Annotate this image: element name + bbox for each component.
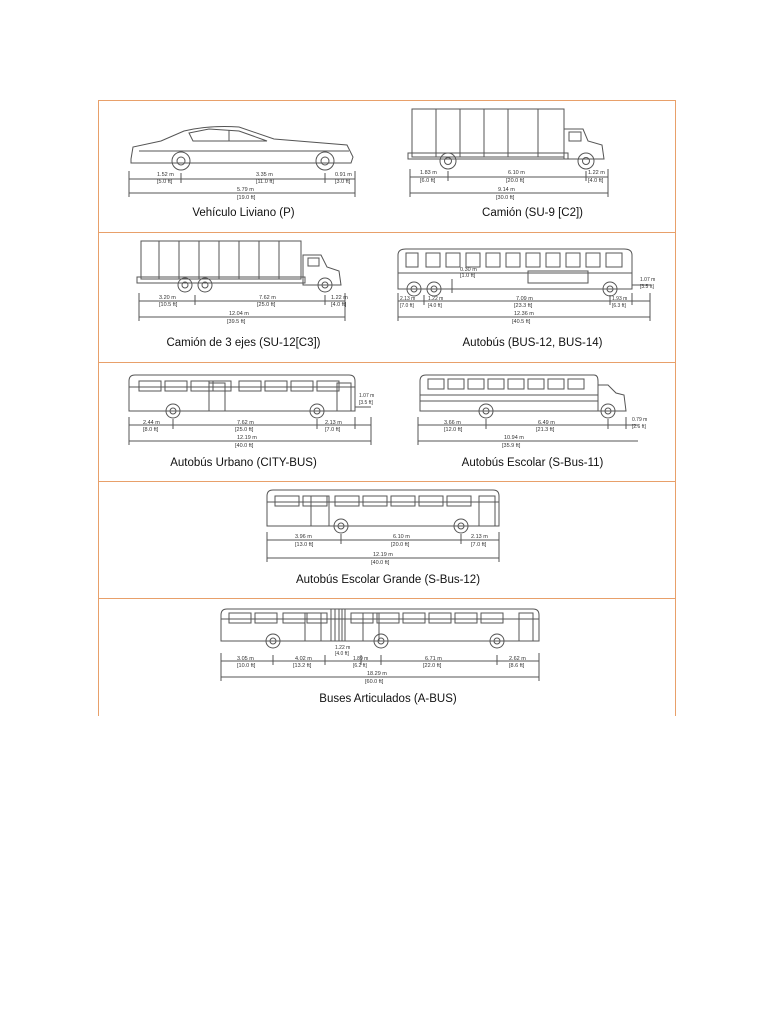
dim-label: [3.5 ft]	[640, 284, 654, 290]
dim-label: [2.6 ft]	[632, 424, 646, 430]
vehicle-diagram-frame	[98, 100, 676, 716]
dim-label: 0.30 m	[460, 267, 477, 273]
dim-label: 6.10 m	[508, 170, 525, 176]
dim-label: 1.83 m	[420, 170, 437, 176]
caption: Autobús Escolar (S-Bus-11)	[461, 457, 604, 469]
dim-label: [10.5 ft]	[159, 302, 178, 308]
dim-label: 1.07 m	[359, 393, 375, 399]
dim-label: 2.44 m	[143, 420, 160, 426]
dim-label: [40.5 ft]	[512, 319, 531, 325]
row-1	[99, 101, 675, 233]
dim-label: [3.5 ft]	[359, 400, 373, 406]
dim-label: [8.6 ft]	[509, 663, 525, 669]
caption: Autobús Escolar Grande (S-Bus-12)	[295, 574, 481, 586]
dim-label: [4.0 ft]	[428, 303, 442, 309]
dim-label: 1.22 m	[335, 645, 351, 651]
dim-label: [4.0 ft]	[335, 651, 349, 657]
dim-label: 4.02 m	[295, 656, 312, 662]
dim-label: [12.0 ft]	[444, 427, 463, 433]
dim-label: [25.0 ft]	[235, 427, 254, 433]
dim-label: [40.0 ft]	[235, 443, 254, 449]
dim-label: 2.13 m	[471, 534, 488, 540]
dim-label: 6.10 m	[393, 534, 410, 540]
caption: Vehículo Liviano (P)	[192, 207, 295, 219]
dim-label: [25.0 ft]	[257, 302, 276, 308]
dim-label: 1.52 m	[157, 172, 174, 178]
dim-label: 3.96 m	[295, 534, 312, 540]
cell-camion-3-ejes	[99, 233, 388, 362]
row-4	[99, 482, 675, 599]
dim-label: [10.0 ft]	[237, 663, 256, 669]
dim-label: 6.49 m	[538, 420, 555, 426]
dim-label: [20.0 ft]	[391, 542, 410, 548]
dim-label: [21.3 ft]	[536, 427, 555, 433]
cell-camion-su9	[388, 101, 677, 232]
dim-label: 18.29 m	[367, 671, 387, 677]
dim-label: [6.2 ft]	[353, 663, 367, 669]
dim-label: 12.19 m	[237, 435, 257, 441]
dim-label: 2.13 m	[325, 420, 342, 426]
dim-label: 3.66 m	[444, 420, 461, 426]
dim-label: [39.5 ft]	[227, 319, 246, 325]
dim-label: [8.0 ft]	[143, 427, 159, 433]
cell-vehiculo-liviano	[99, 101, 388, 232]
dim-label: 12.19 m	[373, 552, 393, 558]
cell-autobus-escolar-grande	[99, 482, 677, 598]
dim-label: [22.0 ft]	[423, 663, 442, 669]
row-3	[99, 363, 675, 482]
dim-label: 1.89 m	[353, 656, 369, 662]
row-2	[99, 233, 675, 363]
caption: Camión (SU-9 [C2])	[482, 207, 583, 219]
dim-label: 1.93 m	[612, 296, 628, 302]
cell-autobus	[388, 233, 677, 362]
dim-label: [6.0 ft]	[420, 178, 436, 184]
dim-label: 3.05 m	[237, 656, 254, 662]
dim-label: 1.22 m	[588, 170, 605, 176]
dim-label: 2.13 m	[400, 296, 416, 302]
caption: Autobús (BUS-12, BUS-14)	[462, 337, 603, 349]
cell-autobus-escolar	[388, 363, 677, 481]
dim-label: [6.3 ft]	[612, 303, 626, 309]
caption: Camión de 3 ejes (SU-12[C3])	[166, 337, 321, 349]
dim-label: [11.0 ft]	[256, 179, 274, 185]
dim-label: [1.0 ft]	[460, 273, 476, 279]
dim-label: [5.0 ft]	[157, 179, 173, 185]
dim-label: [13.0 ft]	[295, 542, 314, 548]
dim-label: [19.0 ft]	[237, 195, 256, 201]
caption: Buses Articulados (A-BUS)	[319, 693, 457, 705]
dim-label: [4.0 ft]	[588, 178, 604, 184]
dim-label: 0.91 m	[335, 172, 352, 178]
dim-label: [7.0 ft]	[400, 303, 414, 309]
dim-label: 10.94 m	[504, 435, 524, 441]
dim-label: [35.9 ft]	[502, 443, 521, 449]
dim-label: [3.0 ft]	[335, 179, 351, 185]
cell-buses-articulados	[99, 599, 677, 717]
dim-label: 7.62 m	[237, 420, 254, 426]
dim-label: [4.0 ft]	[331, 302, 347, 308]
dim-label: [7.0 ft]	[471, 542, 487, 548]
dim-label: [30.0 ft]	[496, 195, 515, 201]
dim-label: [20.0 ft]	[506, 178, 525, 184]
dim-label: 12.04 m	[229, 311, 249, 317]
dim-label: 3.20 m	[159, 295, 176, 301]
dim-label: [23.3 ft]	[514, 303, 533, 309]
cell-autobus-urbano	[99, 363, 388, 481]
dim-label: 7.09 m	[516, 296, 533, 302]
dim-label: 7.62 m	[259, 295, 276, 301]
dim-label: 2.62 m	[509, 656, 526, 662]
dim-label: 1.22 m	[428, 296, 444, 302]
dim-label: [40.0 ft]	[371, 560, 390, 566]
dim-label: [13.2 ft]	[293, 663, 312, 669]
dim-label: 0.79 m	[632, 417, 648, 423]
caption: Autobús Urbano (CITY-BUS)	[170, 457, 317, 469]
dim-label: [60.0 ft]	[365, 679, 384, 685]
dim-label: 6.71 m	[425, 656, 442, 662]
row-5	[99, 599, 675, 717]
dim-label: 1.22 m	[331, 295, 348, 301]
dim-label: 1.07 m	[640, 277, 656, 283]
dim-label: 9.14 m	[498, 187, 515, 193]
dim-label: 5.79 m	[237, 187, 254, 193]
dim-label: [7.0 ft]	[325, 427, 341, 433]
dim-label: 12.36 m	[514, 311, 534, 317]
dim-label: 3.35 m	[256, 172, 273, 178]
